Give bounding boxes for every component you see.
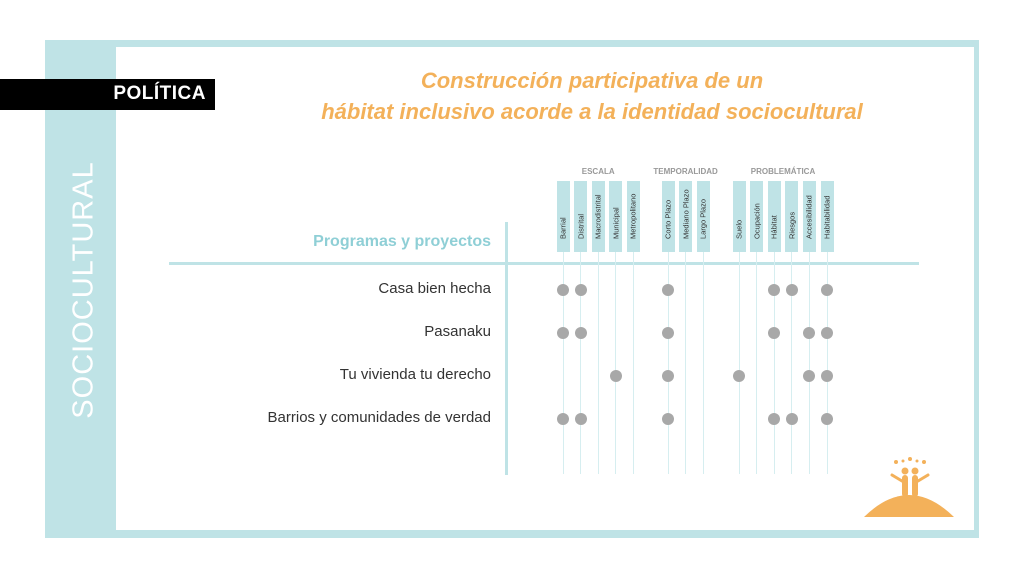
matrix-dot [733, 370, 745, 382]
column-line [685, 252, 686, 474]
column-header-label: Accesibilidad [804, 195, 814, 239]
matrix-dot [662, 370, 674, 382]
column-line [633, 252, 634, 474]
matrix-dot [768, 284, 780, 296]
matrix-dot [803, 327, 815, 339]
column-divider [505, 222, 508, 475]
policy-tag-label: POLÍTICA [113, 83, 206, 104]
column-header-label: Corto Plazo [663, 199, 673, 239]
matrix-dot [786, 413, 798, 425]
column-line [703, 252, 704, 474]
column-header [627, 181, 640, 252]
column-header [768, 181, 781, 252]
matrix-dot [575, 284, 587, 296]
group-label: ESCALA [581, 167, 615, 176]
slide-title-line-1: Construcción participativa de un [420, 68, 764, 93]
matrix-dot [821, 413, 833, 425]
column-header [750, 181, 763, 252]
column-header-label: Habitabilidad [822, 195, 832, 239]
column-header [557, 181, 570, 252]
column-line [739, 252, 740, 474]
community-logo-icon [862, 455, 956, 519]
column-header [574, 181, 587, 252]
program-row-label: Pasanaku [424, 323, 491, 340]
matrix-dot [786, 284, 798, 296]
program-row-label: Casa bien hecha [378, 280, 491, 297]
column-header [733, 181, 746, 252]
column-header-label: Largo Plazo [698, 198, 708, 239]
program-row-label: Tu vivienda tu derecho [339, 366, 491, 383]
matrix-dot [821, 284, 833, 296]
column-header-label: Macrodistrital [593, 194, 603, 239]
matrix-dot [557, 284, 569, 296]
column-header-label: Metropolitano [628, 193, 638, 239]
column-header [697, 181, 710, 252]
column-header-label: Barrial [558, 217, 568, 239]
matrix-dot [557, 327, 569, 339]
column-header-label: Mediano Plazo [681, 189, 691, 239]
column-header [609, 181, 622, 252]
matrix-dot [768, 413, 780, 425]
column-header [785, 181, 798, 252]
column-line [598, 252, 599, 474]
column-header-label: Hábitat [769, 215, 779, 239]
column-line [756, 252, 757, 474]
group-label: TEMPORALIDAD [653, 167, 718, 176]
group-label: PROBLEMÁTICA [750, 167, 816, 176]
matrix-dot [821, 327, 833, 339]
column-header [803, 181, 816, 252]
matrix-dot [768, 327, 780, 339]
program-row-label: Barrios y comunidades de verdad [267, 409, 491, 426]
section-title: SOCIOCULTURAL [67, 161, 100, 419]
matrix-dot [575, 327, 587, 339]
column-header-label: Municipal [611, 207, 621, 239]
column-header [662, 181, 675, 252]
policy-tag [0, 79, 215, 110]
header-divider [169, 262, 919, 265]
matrix-dot [662, 327, 674, 339]
column-header [679, 181, 692, 252]
programs-header-label: Programas y proyectos [313, 233, 491, 250]
column-header-label: Distrital [576, 213, 586, 239]
matrix-dot [575, 413, 587, 425]
matrix-dot [610, 370, 622, 382]
matrix-dot [557, 413, 569, 425]
matrix-dot [803, 370, 815, 382]
column-header [592, 181, 605, 252]
column-line [809, 252, 810, 474]
matrix-dot [662, 413, 674, 425]
column-header [821, 181, 834, 252]
column-header-label: Riesgos [787, 211, 797, 239]
column-header-label: Ocupación [752, 203, 762, 239]
matrix-dot [821, 370, 833, 382]
column-header-label: Suelo [734, 219, 744, 239]
slide-title-line-2: hábitat inclusivo acorde a la identidad sociocultural [321, 99, 863, 124]
column-line [615, 252, 616, 474]
matrix-dot [662, 284, 674, 296]
